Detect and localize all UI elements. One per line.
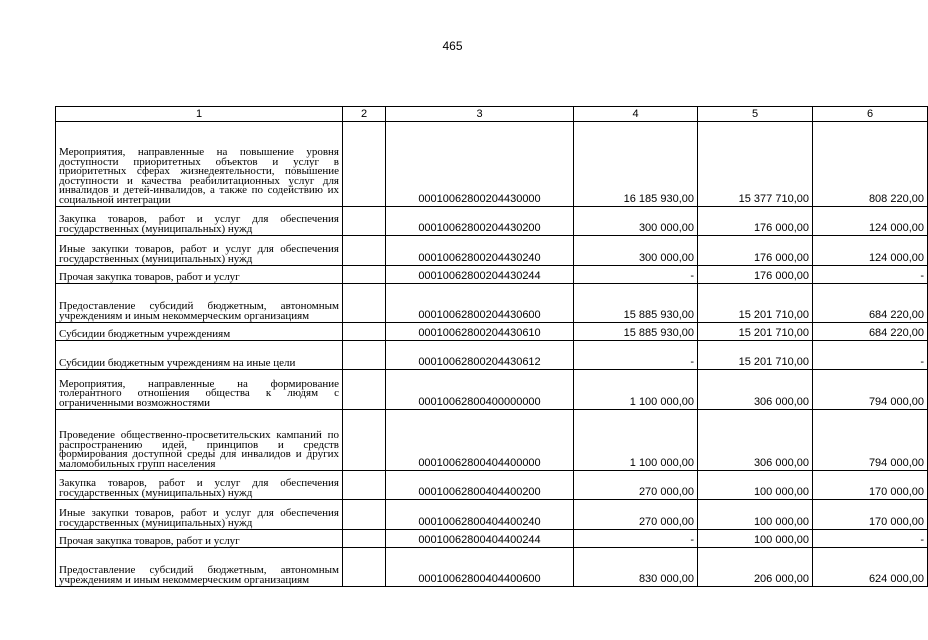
row-value-6: 124 000,00 [813, 207, 928, 236]
column-header: 6 [813, 107, 928, 122]
row-value-6: 684 220,00 [813, 323, 928, 341]
row-value-4: 300 000,00 [574, 207, 698, 236]
row-value-5: 100 000,00 [698, 500, 813, 530]
row-col2 [343, 471, 386, 500]
row-name: Закупка товаров, работ и услуг для обеспечения государственных (муниципальных) нужд [56, 207, 343, 236]
table-row [56, 530, 928, 548]
table-row [56, 122, 928, 207]
table-row [56, 207, 928, 236]
row-name: Прочая закупка товаров, работ и услуг [56, 266, 343, 284]
column-header: 3 [386, 107, 574, 122]
table-row [56, 410, 928, 471]
row-value-4: 830 000,00 [574, 548, 698, 587]
row-value-4: 1 100 000,00 [574, 410, 698, 471]
row-name: Проведение общественно-просветительских кампаний по распространению идей, принципов и средств формирования доступной среды для инвалидов и других маломобильных групп населения [56, 410, 343, 471]
row-value-5: 15 201 710,00 [698, 284, 813, 323]
row-code: 00010062800204430000 [386, 122, 574, 207]
row-value-6: - [813, 530, 928, 548]
row-name: Субсидии бюджетным учреждениям на иные цели [56, 341, 343, 370]
row-col2 [343, 266, 386, 284]
table-row [56, 266, 928, 284]
row-value-5: 100 000,00 [698, 530, 813, 548]
row-code: 00010062800404400200 [386, 471, 574, 500]
row-value-4: - [574, 341, 698, 370]
column-header: 2 [343, 107, 386, 122]
row-code: 00010062800204430612 [386, 341, 574, 370]
row-value-5: 206 000,00 [698, 548, 813, 587]
column-header: 5 [698, 107, 813, 122]
table-row [56, 323, 928, 341]
table-row [56, 471, 928, 500]
row-value-5: 176 000,00 [698, 266, 813, 284]
row-col2 [343, 370, 386, 410]
row-col2 [343, 500, 386, 530]
row-value-5: 176 000,00 [698, 207, 813, 236]
row-code: 00010062800204430600 [386, 284, 574, 323]
row-value-6: 170 000,00 [813, 471, 928, 500]
row-code: 00010062800404400244 [386, 530, 574, 548]
row-value-6: 794 000,00 [813, 410, 928, 471]
row-name: Мероприятия, направленные на формирование толерантного отношения общества к людям с ограниченными возможностями [56, 370, 343, 410]
row-col2 [343, 410, 386, 471]
table-row [56, 548, 928, 587]
row-value-5: 15 201 710,00 [698, 341, 813, 370]
row-name: Закупка товаров, работ и услуг для обеспечения государственных (муниципальных) нужд [56, 471, 343, 500]
row-value-5: 176 000,00 [698, 236, 813, 266]
column-header: 1 [56, 107, 343, 122]
table-row [56, 370, 928, 410]
row-value-6: - [813, 266, 928, 284]
row-value-4: 300 000,00 [574, 236, 698, 266]
row-value-5: 306 000,00 [698, 370, 813, 410]
row-col2 [343, 284, 386, 323]
row-value-6: 808 220,00 [813, 122, 928, 207]
row-name: Предоставление субсидий бюджетным, автономным учреждениям и иным некоммерческим организациям [56, 548, 343, 587]
row-code: 00010062800204430200 [386, 207, 574, 236]
row-name: Мероприятия, направленные на повышение уровня доступности приоритетных объектов и услуг в приоритетных сферах жизнедеятельности, повышение доступности и качества реабилитационных услуг для инвалидов и детей-инвалидов, а также по содействию их социальной интеграции [56, 122, 343, 207]
row-value-4: 270 000,00 [574, 500, 698, 530]
row-code: 00010062800404400600 [386, 548, 574, 587]
page-number: 465 [442, 39, 463, 53]
row-name: Прочая закупка товаров, работ и услуг [56, 530, 343, 548]
row-code: 00010062800400000000 [386, 370, 574, 410]
row-code: 00010062800204430240 [386, 236, 574, 266]
row-value-4: 270 000,00 [574, 471, 698, 500]
row-value-6: 124 000,00 [813, 236, 928, 266]
row-value-6: 624 000,00 [813, 548, 928, 587]
row-col2 [343, 341, 386, 370]
row-code: 00010062800204430610 [386, 323, 574, 341]
row-value-4: 16 185 930,00 [574, 122, 698, 207]
row-col2 [343, 323, 386, 341]
row-col2 [343, 548, 386, 587]
table-row [56, 500, 928, 530]
row-col2 [343, 530, 386, 548]
row-value-5: 306 000,00 [698, 410, 813, 471]
row-name: Предоставление субсидий бюджетным, автономным учреждениям и иным некоммерческим организациям [56, 284, 343, 323]
row-code: 00010062800404400000 [386, 410, 574, 471]
row-name: Иные закупки товаров, работ и услуг для обеспечения государственных (муниципальных) нужд [56, 236, 343, 266]
table-row [56, 236, 928, 266]
row-value-4: 1 100 000,00 [574, 370, 698, 410]
row-code: 00010062800204430244 [386, 266, 574, 284]
column-header: 4 [574, 107, 698, 122]
table-row [56, 341, 928, 370]
row-value-6: 684 220,00 [813, 284, 928, 323]
row-value-4: 15 885 930,00 [574, 284, 698, 323]
row-code: 00010062800404400240 [386, 500, 574, 530]
budget-table [55, 106, 928, 587]
row-value-5: 15 377 710,00 [698, 122, 813, 207]
row-value-5: 15 201 710,00 [698, 323, 813, 341]
table-row [56, 284, 928, 323]
row-value-4: - [574, 266, 698, 284]
row-value-6: 170 000,00 [813, 500, 928, 530]
table-header-row [56, 107, 928, 122]
row-col2 [343, 122, 386, 207]
row-value-4: 15 885 930,00 [574, 323, 698, 341]
row-value-6: 794 000,00 [813, 370, 928, 410]
row-value-4: - [574, 530, 698, 548]
row-col2 [343, 236, 386, 266]
row-value-5: 100 000,00 [698, 471, 813, 500]
row-value-6: - [813, 341, 928, 370]
row-name: Субсидии бюджетным учреждениям [56, 323, 343, 341]
row-name: Иные закупки товаров, работ и услуг для обеспечения государственных (муниципальных) нужд [56, 500, 343, 530]
row-col2 [343, 207, 386, 236]
